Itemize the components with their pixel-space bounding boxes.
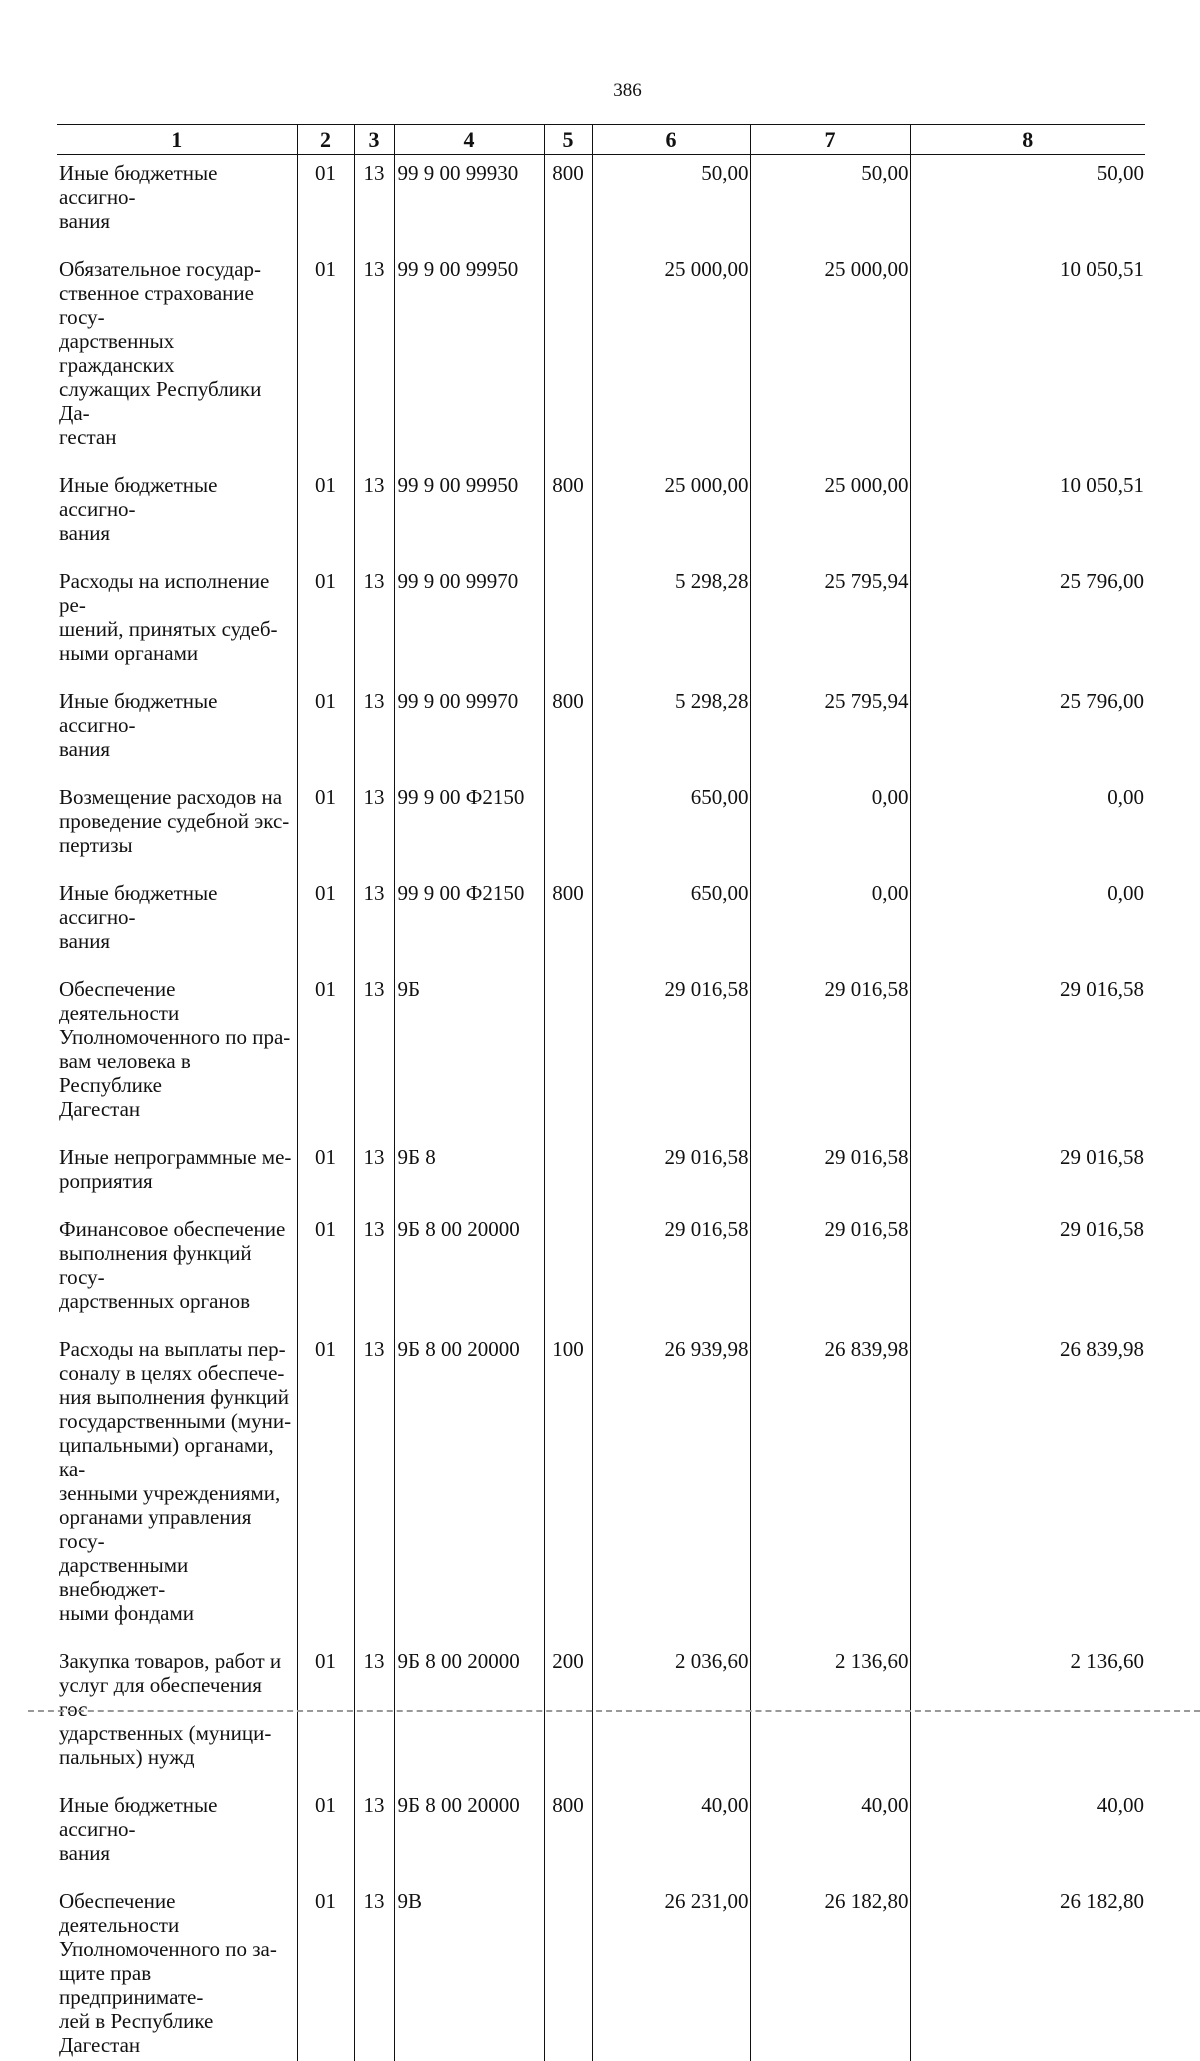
amount-col7-cell: 25 000,00 <box>750 251 910 467</box>
table-row <box>57 1331 1145 1643</box>
table-row <box>57 971 1145 1139</box>
target-article-cell: 9В <box>394 1883 544 2061</box>
amount-col8-cell: 29 016,58 <box>910 1211 1145 1331</box>
table-row <box>57 1643 1145 1787</box>
amount-col8-cell: 2 136,60 <box>910 1643 1145 1787</box>
target-article-cell: 99 9 00 99950 <box>394 251 544 467</box>
amount-col8-cell: 29 016,58 <box>910 971 1145 1139</box>
table-row <box>57 155 1145 252</box>
section-code-cell: 01 <box>297 467 354 563</box>
amount-col8-cell: 50,00 <box>910 155 1145 252</box>
page-number: 386 <box>613 80 642 101</box>
subsection-code-cell: 13 <box>354 563 394 683</box>
target-article-cell: 9Б 8 00 20000 <box>394 1643 544 1787</box>
expense-name-cell: Расходы на выплаты пер- соналу в целях обеспече- ния выполнения функций государственными (муни- ципальными) органами, ка- зенными учреждениями, органами управления госу- дарственными внебюджет- ными фондами <box>57 1331 297 1643</box>
amount-col7-cell: 2 136,60 <box>750 1643 910 1787</box>
section-code-cell: 01 <box>297 1211 354 1331</box>
amount-col6-cell: 29 016,58 <box>592 1211 750 1331</box>
amount-col7-cell: 29 016,58 <box>750 1211 910 1331</box>
expense-type-cell: 800 <box>544 467 592 563</box>
expense-name-cell: Иные непрограммные ме- роприятия <box>57 1139 297 1211</box>
expense-name-cell: Возмещение расходов на проведение судебной экс- пертизы <box>57 779 297 875</box>
amount-col7-cell: 26 182,80 <box>750 1883 910 2061</box>
amount-col6-cell: 5 298,28 <box>592 563 750 683</box>
subsection-code-cell: 13 <box>354 971 394 1139</box>
table-row <box>57 1211 1145 1331</box>
expense-type-cell <box>544 1211 592 1331</box>
section-code-cell: 01 <box>297 563 354 683</box>
subsection-code-cell: 13 <box>354 251 394 467</box>
amount-col7-cell: 50,00 <box>750 155 910 252</box>
expense-name-cell: Иные бюджетные ассигно- вания <box>57 683 297 779</box>
subsection-code-cell: 13 <box>354 779 394 875</box>
amount-col8-cell: 25 796,00 <box>910 563 1145 683</box>
expense-type-cell: 800 <box>544 1787 592 1883</box>
amount-col6-cell: 650,00 <box>592 875 750 971</box>
expense-type-cell: 800 <box>544 155 592 252</box>
amount-col8-cell: 25 796,00 <box>910 683 1145 779</box>
table-row <box>57 1883 1145 2061</box>
column-header: 5 <box>544 125 592 155</box>
amount-col7-cell: 0,00 <box>750 779 910 875</box>
amount-col6-cell: 50,00 <box>592 155 750 252</box>
section-code-cell: 01 <box>297 1139 354 1211</box>
expense-name-cell: Закупка товаров, работ и услуг для обеспечения гос- ударственных (муници- пальных) нужд <box>57 1643 297 1787</box>
table-row <box>57 875 1145 971</box>
section-code-cell: 01 <box>297 683 354 779</box>
subsection-code-cell: 13 <box>354 1643 394 1787</box>
amount-col6-cell: 29 016,58 <box>592 971 750 1139</box>
table-row <box>57 1139 1145 1211</box>
table-row <box>57 779 1145 875</box>
section-code-cell: 01 <box>297 1787 354 1883</box>
section-code-cell: 01 <box>297 875 354 971</box>
column-header: 6 <box>592 125 750 155</box>
expense-name-cell: Иные бюджетные ассигно- вания <box>57 467 297 563</box>
subsection-code-cell: 13 <box>354 155 394 252</box>
expense-type-cell <box>544 1139 592 1211</box>
column-header: 3 <box>354 125 394 155</box>
amount-col6-cell: 25 000,00 <box>592 251 750 467</box>
amount-col6-cell: 26 939,98 <box>592 1331 750 1643</box>
expense-name-cell: Финансовое обеспечение выполнения функций госу- дарственных органов <box>57 1211 297 1331</box>
amount-col8-cell: 40,00 <box>910 1787 1145 1883</box>
subsection-code-cell: 13 <box>354 1139 394 1211</box>
expense-type-cell <box>544 251 592 467</box>
target-article-cell: 99 9 00 99970 <box>394 683 544 779</box>
page-bottom-rule <box>28 1710 1200 1712</box>
section-code-cell: 01 <box>297 251 354 467</box>
subsection-code-cell: 13 <box>354 875 394 971</box>
amount-col8-cell: 29 016,58 <box>910 1139 1145 1211</box>
target-article-cell: 9Б 8 00 20000 <box>394 1211 544 1331</box>
subsection-code-cell: 13 <box>354 467 394 563</box>
expense-name-cell: Иные бюджетные ассигно- вания <box>57 1787 297 1883</box>
amount-col7-cell: 40,00 <box>750 1787 910 1883</box>
target-article-cell: 99 9 00 99950 <box>394 467 544 563</box>
amount-col8-cell: 10 050,51 <box>910 251 1145 467</box>
subsection-code-cell: 13 <box>354 683 394 779</box>
amount-col6-cell: 25 000,00 <box>592 467 750 563</box>
amount-col8-cell: 0,00 <box>910 875 1145 971</box>
table-row <box>57 467 1145 563</box>
table-row <box>57 1787 1145 1883</box>
target-article-cell: 99 9 00 Ф2150 <box>394 875 544 971</box>
amount-col8-cell: 26 182,80 <box>910 1883 1145 2061</box>
amount-col6-cell: 2 036,60 <box>592 1643 750 1787</box>
expense-type-cell <box>544 563 592 683</box>
amount-col7-cell: 25 795,94 <box>750 683 910 779</box>
target-article-cell: 99 9 00 Ф2150 <box>394 779 544 875</box>
subsection-code-cell: 13 <box>354 1331 394 1643</box>
amount-col8-cell: 0,00 <box>910 779 1145 875</box>
target-article-cell: 9Б 8 00 20000 <box>394 1787 544 1883</box>
expense-type-cell <box>544 971 592 1139</box>
amount-col7-cell: 29 016,58 <box>750 971 910 1139</box>
table-header-row <box>57 125 1145 155</box>
expense-name-cell: Иные бюджетные ассигно- вания <box>57 875 297 971</box>
expense-type-cell: 800 <box>544 683 592 779</box>
expense-type-cell: 800 <box>544 875 592 971</box>
amount-col6-cell: 40,00 <box>592 1787 750 1883</box>
expense-type-cell <box>544 1883 592 2061</box>
expense-name-cell: Иные бюджетные ассигно- вания <box>57 155 297 252</box>
target-article-cell: 99 9 00 99970 <box>394 563 544 683</box>
amount-col7-cell: 25 000,00 <box>750 467 910 563</box>
section-code-cell: 01 <box>297 1883 354 2061</box>
target-article-cell: 9Б <box>394 971 544 1139</box>
target-article-cell: 9Б 8 <box>394 1139 544 1211</box>
section-code-cell: 01 <box>297 155 354 252</box>
subsection-code-cell: 13 <box>354 1883 394 2061</box>
amount-col8-cell: 26 839,98 <box>910 1331 1145 1643</box>
amount-col7-cell: 29 016,58 <box>750 1139 910 1211</box>
amount-col7-cell: 26 839,98 <box>750 1331 910 1643</box>
column-header: 8 <box>910 125 1145 155</box>
amount-col6-cell: 650,00 <box>592 779 750 875</box>
expense-name-cell: Обеспечение деятельности Уполномоченного по пра- вам человека в Республике Дагестан <box>57 971 297 1139</box>
section-code-cell: 01 <box>297 1643 354 1787</box>
expense-type-cell: 200 <box>544 1643 592 1787</box>
table-row <box>57 251 1145 467</box>
subsection-code-cell: 13 <box>354 1787 394 1883</box>
expense-type-cell: 100 <box>544 1331 592 1643</box>
expense-name-cell: Расходы на исполнение ре- шений, принятых судеб- ными органами <box>57 563 297 683</box>
amount-col6-cell: 26 231,00 <box>592 1883 750 2061</box>
amount-col6-cell: 29 016,58 <box>592 1139 750 1211</box>
section-code-cell: 01 <box>297 1331 354 1643</box>
budget-table <box>57 124 1145 2061</box>
target-article-cell: 99 9 00 99930 <box>394 155 544 252</box>
table-row <box>57 563 1145 683</box>
section-code-cell: 01 <box>297 971 354 1139</box>
amount-col8-cell: 10 050,51 <box>910 467 1145 563</box>
table-row <box>57 683 1145 779</box>
column-header: 4 <box>394 125 544 155</box>
target-article-cell: 9Б 8 00 20000 <box>394 1331 544 1643</box>
section-code-cell: 01 <box>297 779 354 875</box>
expense-name-cell: Обеспечение деятельности Уполномоченного по за- щите прав предпринимате- лей в Республике Дагестан <box>57 1883 297 2061</box>
amount-col7-cell: 25 795,94 <box>750 563 910 683</box>
column-header: 7 <box>750 125 910 155</box>
expense-name-cell: Обязательное государ- ственное страхование госу- дарственных гражданских служащих Республики Да- гестан <box>57 251 297 467</box>
column-header: 2 <box>297 125 354 155</box>
subsection-code-cell: 13 <box>354 1211 394 1331</box>
expense-type-cell <box>544 779 592 875</box>
amount-col6-cell: 5 298,28 <box>592 683 750 779</box>
column-header: 1 <box>57 125 297 155</box>
amount-col7-cell: 0,00 <box>750 875 910 971</box>
